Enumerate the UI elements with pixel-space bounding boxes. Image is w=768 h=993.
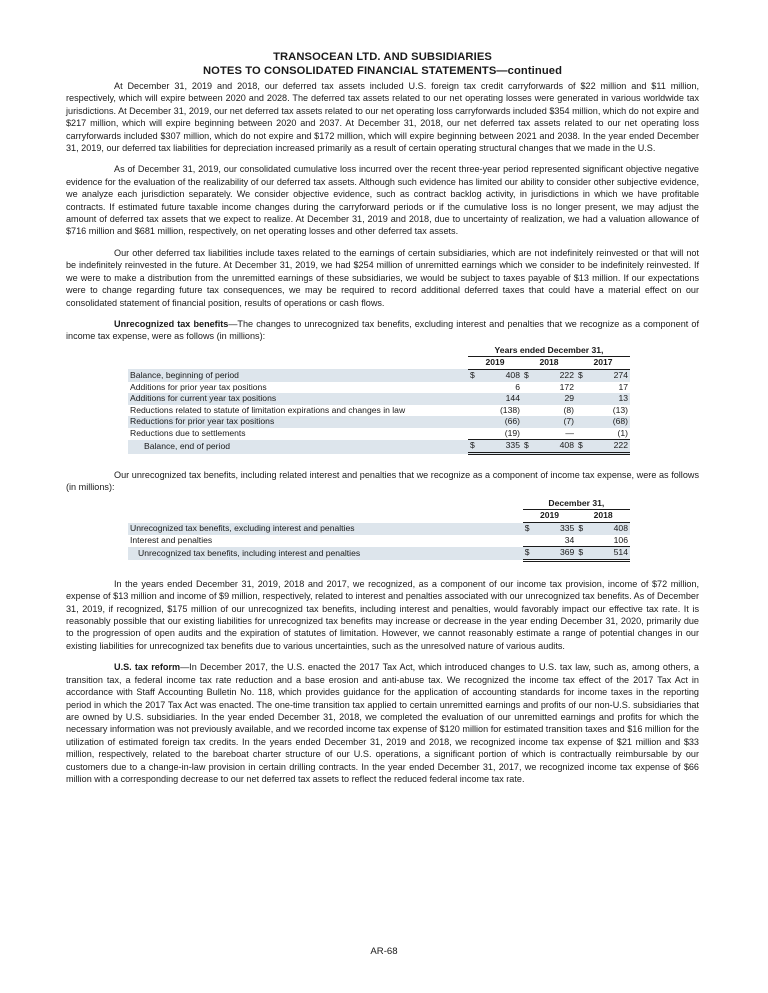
cell-value: (66) xyxy=(480,416,522,428)
currency-symbol: $ xyxy=(468,369,480,381)
cell-value: (68) xyxy=(588,416,630,428)
company-title: TRANSOCEAN LTD. AND SUBSIDIARIES xyxy=(273,51,492,63)
paragraph-valuation-allowance: As of December 31, 2019, our consolidated cumulative loss incurred over the recent three-year period represented significant objective negative evidence for the evaluation of the realizability of our deferred tax assets. Although such evidence has limited our ability to consider other subjective evidence, we analyze each jurisdiction separately. We consider objective evidence, such as contract backlog activity, in jurisdictions in which we have profitable contracts. If estimated future taxable income changes during the carryforward periods or if the cumulative loss is no longer present, we may adjust the amount of deferred tax assets that we expect to realize. At December 31, 2019 and 2018, due to uncertainty of realization, we had a valuation allowance of $716 million and $681 million, respectively, on net operating losses and other deferred tax assets. xyxy=(66,164,699,237)
paragraph-lead: U.S. tax reform xyxy=(114,662,181,673)
row-label: Reductions due to settlements xyxy=(130,428,246,439)
table-column-header: 2018 xyxy=(522,357,576,370)
currency-symbol: $ xyxy=(468,440,480,454)
table-row xyxy=(128,523,630,535)
paragraph-unrecognized-tax-benefits xyxy=(66,318,699,343)
row-label: Additions for prior year tax positions xyxy=(130,381,267,392)
paragraph-unremitted-earnings: Our other deferred tax liabilities include taxes related to the earnings of certain subsidiaries, which are not indefinitely reinvested or that will not be indefinitely reinvested in the future. At December 31, 2019, we had $254 million of unremitted earnings which we consider to be indefinitely reinvested. If we were to make a distribution from the unremitted earnings of these subsidiaries, we would be subject to taxes payable of $13 million. If our expectations were to change regarding future tax consequences, we may be required to record additional deferred taxes that could have a material effect on our consolidated statement of financial position, results of operations or cash flows. xyxy=(66,247,699,308)
cell-value: 335 xyxy=(535,523,576,535)
currency-symbol: $ xyxy=(576,440,588,454)
cell-value: 514 xyxy=(588,547,630,561)
table-group-header: December 31, xyxy=(523,498,630,510)
cell-value: 222 xyxy=(588,440,630,454)
paragraph-interest-penalties-detail: In the years ended December 31, 2019, 2018 and 2017, we recognized, as a component of our income tax provision, income of $72 million, expense of $13 million and income of $9 million, respectively, related to interest and penalties associated with our unrecognized tax benefits. As of December 31, 2019, if recognized, $175 million of our unrecognized tax benefits, including interest and penalties, would favorably impact our effective tax rate. It is reasonably possible that our existing liabilities for unrecognized tax benefits may increase or decrease in the year ending December 31, 2020, primarily due to the progression of open audits and the expiration of statutes of limitation. However, we cannot reasonably estimate a range of potential changes in our existing liabilities for unrecognized tax benefits due to various uncertainties, such as the unresolved nature of various audits. xyxy=(66,578,699,651)
cell-value: 6 xyxy=(515,381,520,392)
table-row xyxy=(128,405,630,417)
table-column-header: 2019 xyxy=(523,510,577,523)
cell-value: 335 xyxy=(480,440,522,454)
currency-symbol: $ xyxy=(576,547,588,561)
currency-symbol: $ xyxy=(523,523,535,535)
cell-value: (7) xyxy=(534,416,576,428)
row-label: Balance, end of period xyxy=(128,440,468,454)
cell-value: 34 xyxy=(564,534,575,545)
currency-symbol: $ xyxy=(523,547,535,561)
currency-symbol: $ xyxy=(576,369,588,381)
paragraph-body: —The changes to unrecognized tax benefits, excluding interest and penalties that we recognize as a component of income tax expense, were as follows (in millions): xyxy=(66,318,699,342)
cell-value: — xyxy=(565,427,574,438)
unrecognized-tax-benefits-with-interest-table xyxy=(128,498,630,562)
cell-value: 408 xyxy=(534,440,576,454)
table-column-header: 2018 xyxy=(576,510,630,523)
cell-value: 369 xyxy=(535,547,576,561)
cell-value: 13 xyxy=(588,393,630,405)
table-row xyxy=(128,393,630,405)
cell-value: 17 xyxy=(618,381,628,392)
row-label: Unrecognized tax benefits, excluding interest and penalties xyxy=(128,523,523,535)
cell-value: 274 xyxy=(588,369,630,381)
row-label: Additions for current year tax positions xyxy=(128,393,468,405)
table-total-row xyxy=(128,440,630,454)
cell-value: (138) xyxy=(499,404,520,415)
table-row xyxy=(128,416,630,428)
row-label: Reductions for prior year tax positions xyxy=(128,416,468,428)
table-row xyxy=(128,369,630,381)
cell-value: 106 xyxy=(613,534,628,545)
table-column-header: 2017 xyxy=(576,357,630,370)
cell-value: (8) xyxy=(563,404,574,415)
unrecognized-tax-benefits-table xyxy=(128,345,630,455)
paragraph-interest-penalties-intro: Our unrecognized tax benefits, including related interest and penalties that we recognize as a component of income tax expense, were as follows (in millions): xyxy=(66,470,699,493)
cell-value: (19) xyxy=(504,427,520,438)
table-row xyxy=(128,428,630,440)
cell-value: 408 xyxy=(588,523,630,535)
table-row xyxy=(128,382,630,394)
cell-value: (13) xyxy=(612,404,628,415)
currency-symbol: $ xyxy=(576,523,588,535)
page-number: AR-68 xyxy=(370,946,398,957)
row-label: Interest and penalties xyxy=(130,534,213,545)
document-page xyxy=(66,50,699,794)
cell-value: 408 xyxy=(480,369,522,381)
row-label: Balance, beginning of period xyxy=(128,369,468,381)
table-column-header: 2019 xyxy=(468,357,522,370)
cell-value: 222 xyxy=(534,369,576,381)
row-label: Unrecognized tax benefits, including interest and penalties xyxy=(128,547,523,561)
paragraph-body: —In December 2017, the U.S. enacted the 2017 Tax Act, which introduced changes to U.S. tax law, such as, among others, a transition tax, a federal income tax rate reduction and a base erosion and anti-abuse tax. We recognized the income tax effect of the 2017 Tax Act in accordance with Staff Accounting Bulletin No. 118, which provides guidance for the application of accounting standards for income taxes in the reporting period in which the 2017 Tax Act was enacted. The one-time transition tax applied to certain unremitted earnings and profits of our non-U.S. subsidiaries that are owned by U.S. subsidiaries. In the year ended December 31, 2018, we completed the evaluation of our unremitted earnings and profits for which the necessary information was not previously available, and we recorded income tax expense of $120 million for estimated transition taxes and $16 million for the utilization of estimated foreign tax credits. In the years ended December 31, 2019 and 2018, we recognized income tax expense of $21 million and $33 million, respectively, related to the bareboat charter structure of our U.S. operations, a significant portion of which is contractually reimbursable by our customers due to a change-in-law provision in certain drilling contracts. In the year ended December 31, 2017, we recognized income tax expense of $66 million with a corresponding decrease to our net deferred tax assets to reflect the reduced federal income tax rate. xyxy=(66,662,699,784)
cell-value: (1) xyxy=(617,427,628,438)
section-title: NOTES TO CONSOLIDATED FINANCIAL STATEMENTS—continued xyxy=(202,65,563,77)
paragraph-deferred-tax-assets: At December 31, 2019 and 2018, our deferred tax assets included U.S. foreign tax credit carryforwards of $22 million and $11 million, respectively, which will expire between 2020 and 2028. The deferred tax assets related to our net operating losses were generated in various worldwide tax jurisdictions. At December 31, 2019, our net deferred tax assets related to our net operating loss carryforwards included $354 million, which do not expire and $217 million, which will expire beginning between 2020 and 2037. At December 31, 2018, our net deferred tax assets related to our net operating loss carryforwards included $307 million, which do not expire and $172 million, which will expire beginning between 2021 and 2038. In the year ended December 31, 2019, our deferred tax liabilities for depreciation increased primarily as a result of certain operating structural changes that we made in the U.S. xyxy=(66,81,699,154)
cell-value: 144 xyxy=(480,393,522,405)
table-row xyxy=(128,535,630,547)
cell-value: 29 xyxy=(534,393,576,405)
currency-symbol: $ xyxy=(522,440,534,454)
paragraph-lead: Unrecognized tax benefits xyxy=(114,318,229,329)
currency-symbol: $ xyxy=(522,369,534,381)
cell-value: 172 xyxy=(559,381,574,392)
paragraph-us-tax-reform xyxy=(66,661,699,785)
table-group-header: Years ended December 31, xyxy=(468,345,630,357)
table-total-row xyxy=(128,547,630,561)
row-label: Reductions related to statute of limitation expirations and changes in law xyxy=(130,404,406,415)
